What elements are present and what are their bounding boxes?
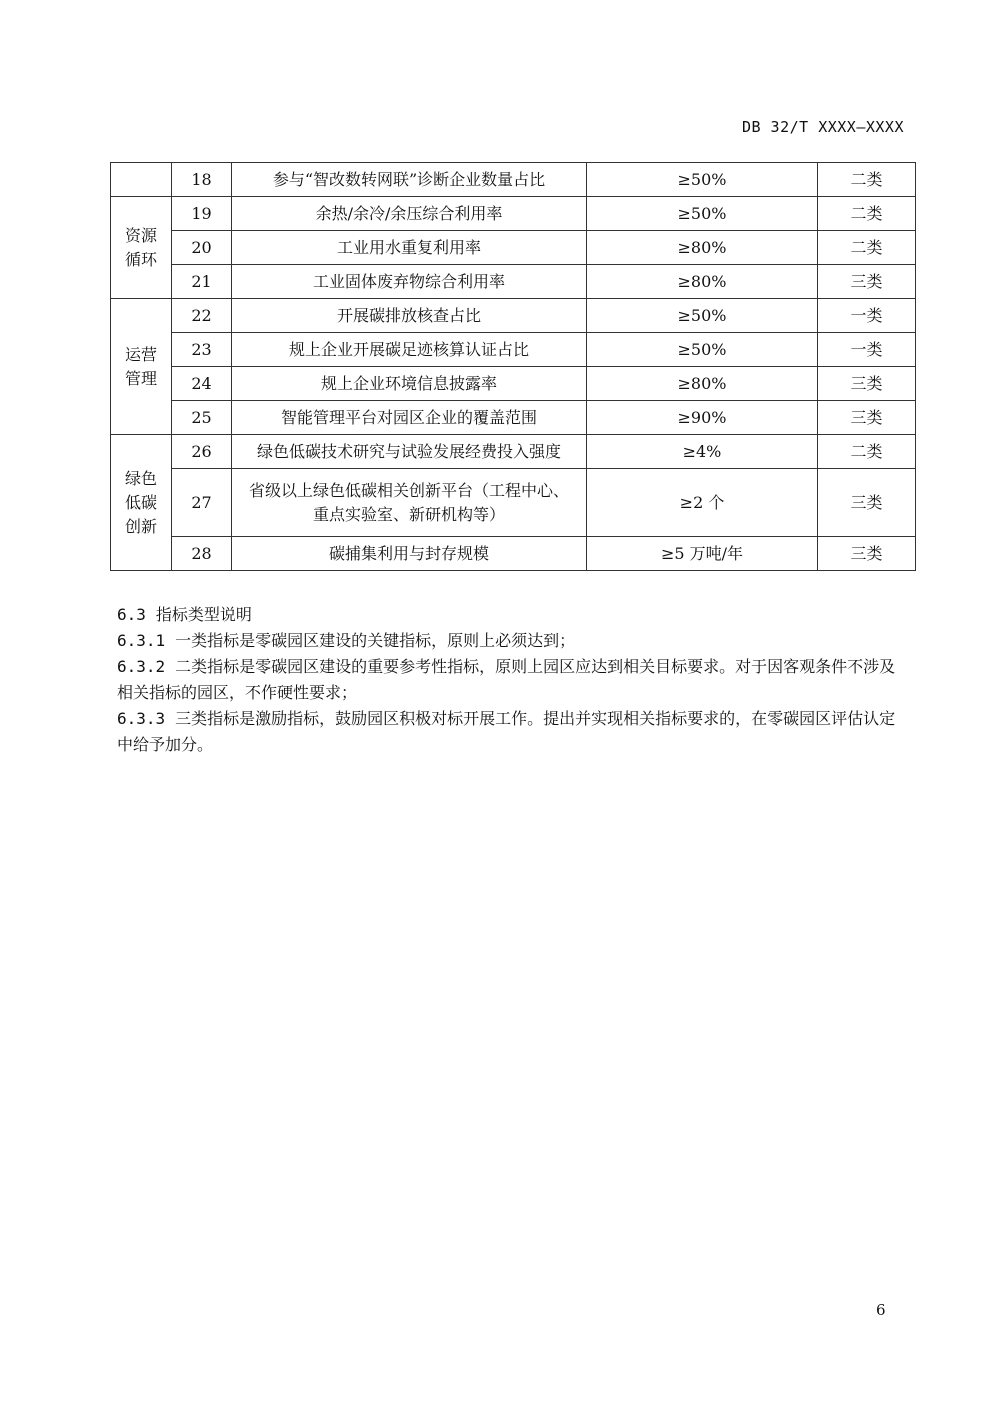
row-number: 23	[172, 333, 232, 367]
row-number: 28	[172, 537, 232, 571]
table-row	[111, 435, 916, 469]
indicator-name: 规上企业开展碳足迹核算认证占比	[232, 333, 587, 367]
indicator-type: 一类	[818, 299, 916, 333]
table-row	[111, 299, 916, 333]
clause-number: 6.3.1	[117, 631, 166, 650]
section-title: 指标类型说明	[155, 605, 252, 624]
target-value: ≥50%	[587, 163, 818, 197]
table-row	[111, 537, 916, 571]
target-value: ≥50%	[587, 197, 818, 231]
indicator-name: 碳捕集利用与封存规模	[232, 537, 587, 571]
target-value: ≥80%	[587, 231, 818, 265]
target-value: ≥2 个	[587, 469, 818, 537]
indicator-table	[110, 162, 916, 571]
table-row	[111, 367, 916, 401]
indicator-name: 绿色低碳技术研究与试验发展经费投入强度	[232, 435, 587, 469]
table-row	[111, 231, 916, 265]
clause-number: 6.3.2	[117, 657, 166, 676]
table-row	[111, 401, 916, 435]
table-row	[111, 265, 916, 299]
target-value: ≥80%	[587, 367, 818, 401]
clause-number: 6.3.3	[117, 709, 166, 728]
indicator-name: 工业固体废弃物综合利用率	[232, 265, 587, 299]
target-value: ≥50%	[587, 333, 818, 367]
indicator-type: 二类	[818, 163, 916, 197]
indicator-type: 三类	[818, 401, 916, 435]
indicator-type-notes	[117, 602, 907, 758]
clause-text: 一类指标是零碳园区建设的关键指标，原则上必须达到；	[175, 631, 576, 650]
table-row	[111, 469, 916, 537]
row-number: 19	[172, 197, 232, 231]
target-value: ≥80%	[587, 265, 818, 299]
note-item	[117, 654, 907, 706]
row-number: 25	[172, 401, 232, 435]
target-value: ≥5 万吨/年	[587, 537, 818, 571]
row-number: 21	[172, 265, 232, 299]
row-number: 18	[172, 163, 232, 197]
note-item	[117, 706, 907, 758]
indicator-name: 参与“智改数转网联”诊断企业数量占比	[232, 163, 587, 197]
category-cell: 运营 管理	[111, 299, 172, 435]
table-row	[111, 163, 916, 197]
clause-text: 三类指标是激励指标，鼓励园区积极对标开展工作。提出并实现相关指标要求的，在零碳园区评估认定中给予加分。	[117, 709, 896, 754]
row-number: 26	[172, 435, 232, 469]
indicator-name: 规上企业环境信息披露率	[232, 367, 587, 401]
section-heading	[117, 602, 907, 628]
indicator-type: 三类	[818, 265, 916, 299]
indicator-type: 三类	[818, 367, 916, 401]
indicator-name: 开展碳排放核查占比	[232, 299, 587, 333]
document-code: DB 32/T XXXX—XXXX	[741, 118, 904, 136]
indicator-type: 二类	[818, 435, 916, 469]
table-row	[111, 197, 916, 231]
category-cell: 绿色 低碳 创新	[111, 435, 172, 571]
note-item	[117, 628, 907, 654]
row-number: 20	[172, 231, 232, 265]
indicator-type: 三类	[818, 537, 916, 571]
row-number: 24	[172, 367, 232, 401]
indicator-name: 工业用水重复利用率	[232, 231, 587, 265]
indicator-name: 智能管理平台对园区企业的覆盖范围	[232, 401, 587, 435]
indicator-name: 余热/余冷/余压综合利用率	[232, 197, 587, 231]
category-cell: 资源 循环	[111, 197, 172, 299]
target-value: ≥50%	[587, 299, 818, 333]
indicator-type: 二类	[818, 197, 916, 231]
indicator-type: 一类	[818, 333, 916, 367]
section-number: 6.3	[117, 605, 146, 624]
clause-text: 二类指标是零碳园区建设的重要参考性指标，原则上园区应达到相关目标要求。对于因客观条件不涉及相关指标的园区，不作硬性要求；	[117, 657, 896, 702]
table-row	[111, 333, 916, 367]
indicator-type: 二类	[818, 231, 916, 265]
indicator-type: 三类	[818, 469, 916, 537]
target-value: ≥90%	[587, 401, 818, 435]
page-number: 6	[876, 1301, 886, 1319]
indicator-name: 省级以上绿色低碳相关创新平台（工程中心、 重点实验室、新研机构等）	[232, 469, 587, 537]
row-number: 27	[172, 469, 232, 537]
target-value: ≥4%	[587, 435, 818, 469]
row-number: 22	[172, 299, 232, 333]
category-cell	[111, 163, 172, 197]
